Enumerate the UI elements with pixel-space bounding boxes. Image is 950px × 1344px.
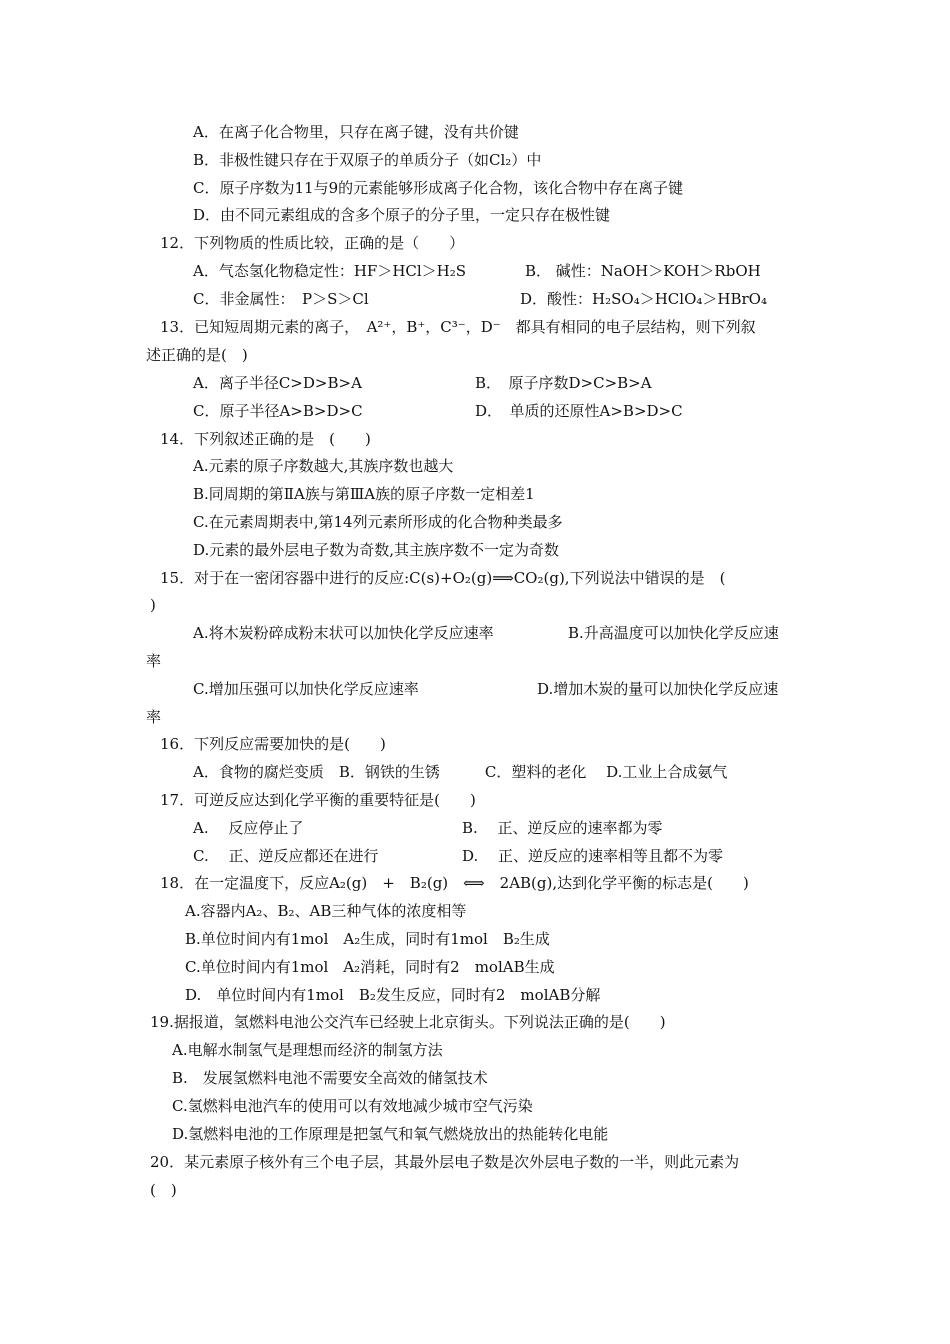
q15-option-b: B.升高温度可以加快化学反应速 xyxy=(568,624,779,642)
q18-option-a: A.容器内A₂、B₂、AB三种气体的浓度相等 xyxy=(185,902,467,920)
q17-option-a: A. 反应停止了 xyxy=(193,819,304,837)
q19-option-d: D.氢燃料电池的工作原理是把氢气和氧气燃烧放出的热能转化电能 xyxy=(172,1125,609,1143)
q13-option-b: B． 原子序数D>C>B>A xyxy=(475,374,652,392)
q11-option-d: D．由不同元素组成的含多个原子的分子里，一定只存在极性键 xyxy=(193,206,611,224)
q12-option-d: D．酸性：H₂SO₄＞HClO₄＞HBrO₄ xyxy=(520,290,767,308)
q19-option-a: A.电解水制氢气是理想而经济的制氢方法 xyxy=(172,1041,443,1059)
q12-option-a: A．气态氢化物稳定性：HF＞HCl＞H₂S xyxy=(193,262,467,280)
q17-option-b: B. 正、逆反应的速率都为零 xyxy=(462,819,663,837)
q13-stem: 13．已知短周期元素的离子， A²⁺，B⁺，C³⁻，D⁻ 都具有相同的电子层结构，则下列叙 xyxy=(160,318,756,336)
q18-option-b: B.单位时间内有1mol A₂生成，同时有1mol B₂生成 xyxy=(185,930,550,948)
q12-option-b: B． 碱性：NaOH＞KOH＞RbOH xyxy=(525,262,761,280)
q20-stem: 20．某元素原子核外有三个电子层，其最外层电子数是次外层电子数的一半，则此元素为 xyxy=(150,1153,740,1171)
q15-option-c: C.增加压强可以加快化学反应速率 xyxy=(193,680,419,698)
q14-option-b: B.同周期的第ⅡA族与第ⅢA族的原子序数一定相差1 xyxy=(193,485,535,503)
q18-option-d: D. 单位时间内有1mol B₂发生反应，同时有2 molAB分解 xyxy=(185,986,601,1004)
q16-stem: 16．下列反应需要加快的是( ) xyxy=(160,735,386,753)
q14-option-a: A.元素的原子序数越大,其族序数也越大 xyxy=(193,457,454,475)
q18-option-c: C.单位时间内有1mol A₂消耗，同时有2 molAB生成 xyxy=(185,958,555,976)
q15-option-b-wrap: 率 xyxy=(146,652,162,670)
q17-option-c: C. 正、逆反应都还在进行 xyxy=(193,847,379,865)
q19-stem: 19.据报道，氢燃料电池公交汽车已经驶上北京街头。下列说法正确的是( ) xyxy=(150,1013,666,1031)
q14-stem: 14．下列叙述正确的是 ( ) xyxy=(160,430,371,448)
q17-stem: 17．可逆反应达到化学平衡的重要特征是( ) xyxy=(160,791,476,809)
q19-option-c: C.氢燃料电池汽车的使用可以有效地减少城市空气污染 xyxy=(172,1097,533,1115)
q15-stem: 15．对于在一密闭容器中进行的反应:C(s)+O₂(g)⟹CO₂(g),下列说法中错误的是 ( xyxy=(160,569,726,587)
q17-option-d: D. 正、逆反应的速率相等且都不为零 xyxy=(462,847,724,865)
q11-option-c: C．原子序数为11与9的元素能够形成离子化合物，该化合物中存在离子键 xyxy=(193,179,684,197)
q13-option-a: A．离子半径C>D>B>A xyxy=(193,374,362,392)
q15-option-a: A.将木炭粉碎成粉末状可以加快化学反应速率 xyxy=(193,624,494,642)
q18-stem: 18．在一定温度下，反应A₂(g) + B₂(g) ⟺ 2AB(g),达到化学平衡的标志是( ) xyxy=(160,874,749,892)
q12-option-c: C．非金属性： P＞S＞Cl xyxy=(193,290,369,308)
q13-option-c: C．原子半径A>B>D>C xyxy=(193,402,363,420)
q14-option-d: D.元素的最外层电子数为奇数,其主族序数不一定为奇数 xyxy=(193,541,560,559)
q15-stem-wrap: ) xyxy=(150,596,156,614)
q16-options: A．食物的腐烂变质 B．钢铁的生锈 C．塑料的老化 D.工业上合成氨气 xyxy=(193,763,728,781)
q11-option-a: A．在离子化合物里，只存在离子键，没有共价键 xyxy=(193,123,519,141)
q14-option-c: C.在元素周期表中,第14列元素所形成的化合物种类最多 xyxy=(193,513,563,531)
q20-stem-wrap: ( ) xyxy=(150,1181,177,1199)
q12-stem: 12．下列物质的性质比较，正确的是（ ） xyxy=(160,234,465,252)
q11-option-b: B．非极性键只存在于双原子的单质分子（如Cl₂）中 xyxy=(193,151,542,169)
q15-option-d-wrap: 率 xyxy=(146,708,162,726)
q19-option-b: B. 发展氢燃料电池不需要安全高效的储氢技术 xyxy=(172,1069,488,1087)
q13-option-d: D． 单质的还原性A>B>D>C xyxy=(475,402,683,420)
q13-stem-wrap: 述正确的是( ) xyxy=(146,346,248,364)
q15-option-d: D.增加木炭的量可以加快化学反应速 xyxy=(537,680,779,698)
